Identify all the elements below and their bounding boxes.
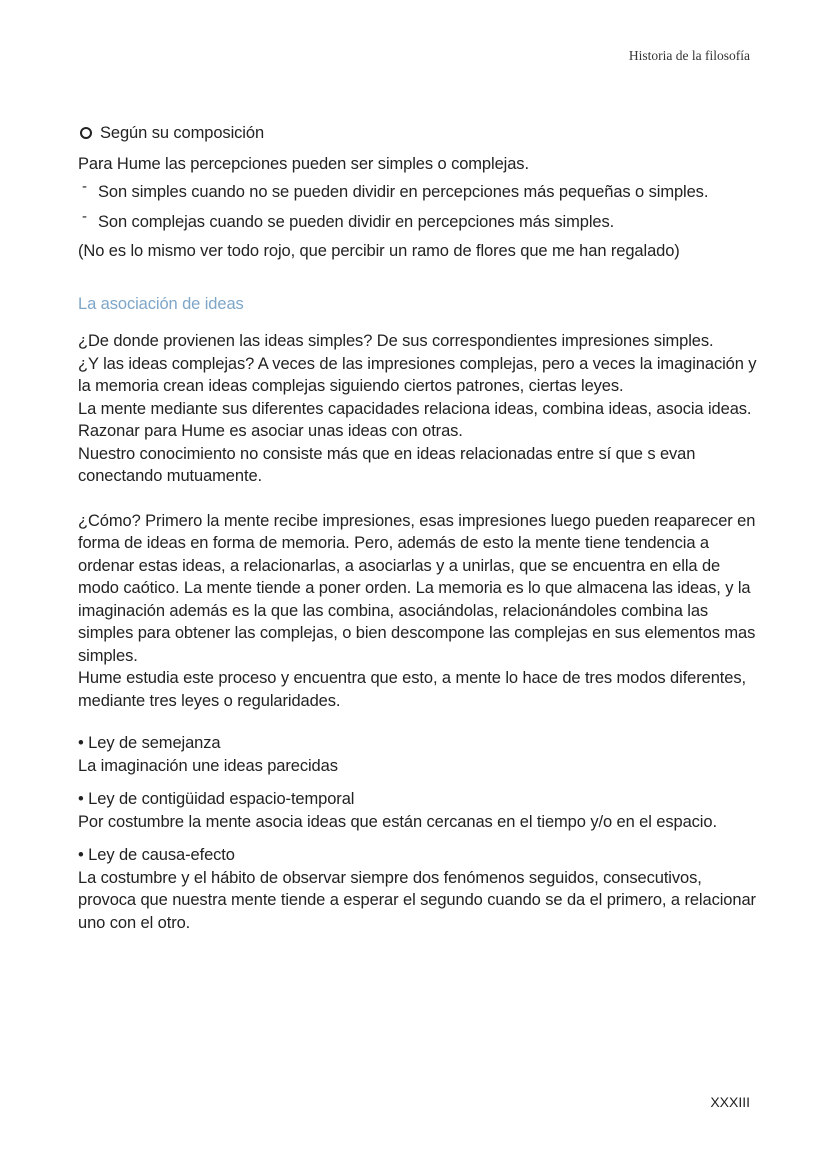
list-item [78,178,758,204]
composition-intro: Para Hume las percepciones pueden ser simples o complejas. [78,154,529,173]
paragraph: ¿Cómo? Primero la mente recibe impresiones, esas impresiones luego pueden reaparecer en forma de ideas en forma de memoria. Pero, además de esto la mente tiene tendencia a ordenar estas ideas, a relacionarlas, a asociarlas y a unirlas, que se encuentra en ella de modo caótico. La mente tiende a poner orden. La memoria es lo que almacena las ideas, y la imaginación además es la que las combina, asociándolas, relacionándoles combina las simples para obtener las complejas, o bien descompone las complejas en sus elementos mas simples. [78,511,756,665]
law-item [78,844,758,934]
paragraph: Nuestro conocimiento no consiste más que en ideas relacionadas entre sí que s evan conectando mutuamente. [78,444,696,485]
dash-bullet-icon: - [82,178,87,195]
list-item-text: Son simples cuando no se pueden dividir en percepciones más pequeñas o simples. [98,183,709,201]
composition-list [78,178,758,233]
composition-heading [78,122,758,145]
law-item [78,732,758,777]
law-text: Por costumbre la mente asocia ideas que están cercanas en el tiempo y/o en el espacio. [78,812,717,831]
law-text: La costumbre y el hábito de observar siempre dos fenómenos seguidos, consecutivos, provoca que nuestra mente tiende a esperar el segundo cuando se da el primero, a relacionar uno con el otro. [78,868,756,932]
page-number: XXXIII [710,1094,750,1110]
circle-bullet-icon [80,127,92,139]
law-title: • Ley de causa-efecto [78,846,235,864]
paragraph: Hume estudia este proceso y encuentra que esto, a mente lo hace de tres modos diferentes, mediante tres leyes o regularidades. [78,669,746,710]
law-title: • Ley de semejanza [78,734,221,752]
page-content [78,122,758,934]
composition-note: (No es lo mismo ver todo rojo, que percibir un ramo de flores que me han regalado) [78,242,680,260]
law-text: La imaginación une ideas parecidas [78,756,338,775]
paragraph: ¿Y las ideas complejas? A veces de las impresiones complejas, pero a veces la imaginación y la memoria crean ideas complejas siguiendo ciertos patrones, ciertas leyes. [78,354,757,395]
paragraph: La mente mediante sus diferentes capacidades relaciona ideas, combina ideas, asocia ideas. Razonar para Hume es asociar unas ideas con otras. [78,399,752,440]
list-item [78,207,758,234]
law-item [78,788,758,833]
list-item-text: Son complejas cuando se pueden dividir en percepciones más simples. [98,212,615,231]
dash-bullet-icon: - [82,207,87,225]
paragraph: ¿De donde provienen las ideas simples? De sus correspondientes impresiones simples. [78,332,714,350]
law-title: • Ley de contigüidad espacio-temporal [78,790,355,808]
composition-heading-text: Según su composición [100,124,265,142]
section-title: La asociación de ideas [78,294,244,313]
running-header: Historia de la filosofía [628,48,750,63]
